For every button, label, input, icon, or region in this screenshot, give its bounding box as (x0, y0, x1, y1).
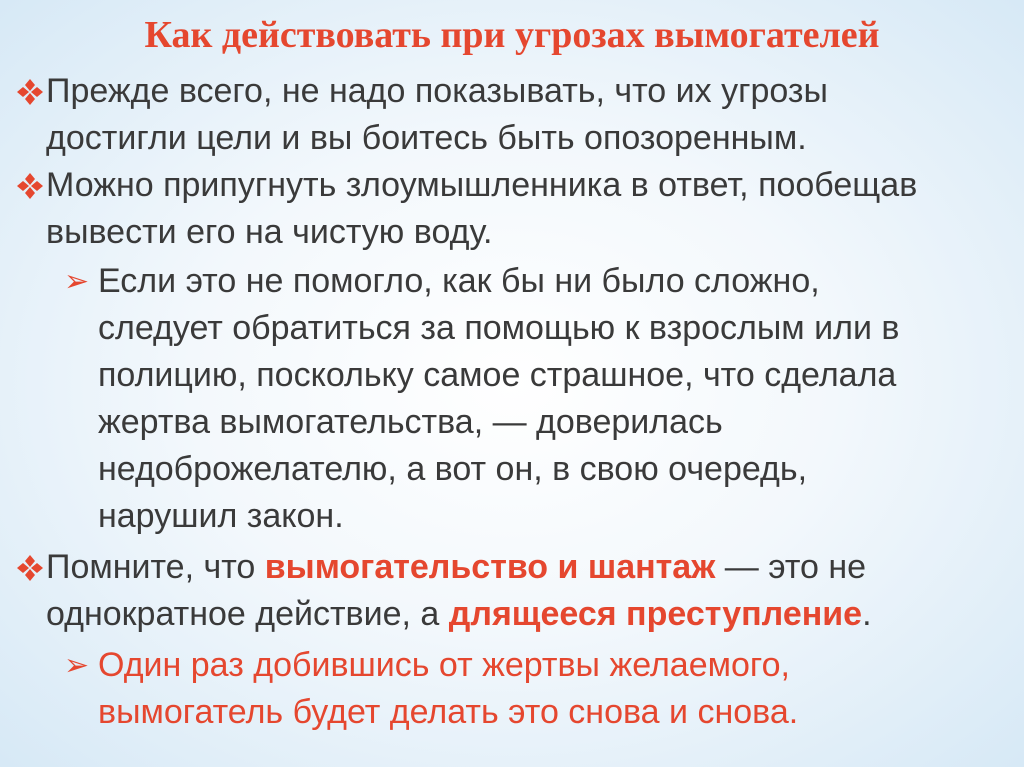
sub-bullet-line: полицию, поскольку самое страшное, что сделала (98, 356, 897, 394)
bullet-text-part: . (862, 595, 872, 633)
slide-title: Как действовать при угрозах вымогателей (144, 14, 880, 56)
bullet-text (16, 544, 1016, 638)
bullet-text (16, 68, 1016, 162)
bullet-line: достигли цели и вы боитесь быть опозоренным. (46, 119, 807, 157)
sub-bullet-line: Если это не помогло, как бы ни было сложно, (98, 262, 820, 300)
bullet-line: Можно припугнуть злоумышленника в ответ, пообещав (46, 166, 918, 204)
emphasis-text: длящееся преступление (448, 595, 863, 633)
emphasis-text: вымогательство и шантаж (264, 548, 716, 586)
sub-bullet-item (64, 258, 994, 540)
diamond-bullet-icon (16, 172, 44, 200)
sub-bullet-line: Один раз добившись от жертвы желаемого, (98, 646, 790, 684)
sub-bullet-line: вымогатель будет делать это снова и снова. (98, 693, 799, 731)
sub-bullet-line: жертва вымогательства, — доверилась (98, 403, 723, 441)
sub-bullet-text (64, 642, 994, 736)
bullet-line: вывести его на чистую воду. (46, 213, 493, 251)
sub-bullet-line: нарушил закон. (98, 497, 344, 535)
diamond-bullet-icon (16, 78, 44, 106)
bullet-line: Прежде всего, не надо показывать, что их угрозы (46, 72, 828, 110)
arrow-bullet-icon: ➢ (64, 649, 90, 682)
bullet-text-part: — это не (715, 548, 867, 586)
diamond-bullet-icon (16, 554, 44, 582)
sub-bullet-line: недоброжелателю, а вот он, в свою очередь, (98, 450, 808, 488)
bullet-line (46, 591, 1016, 638)
bullet-item (16, 68, 1016, 162)
sub-bullet-text (64, 258, 994, 540)
bullet-text (16, 162, 1016, 256)
sub-bullet-item (64, 642, 994, 736)
bullet-item (16, 544, 1016, 638)
bullet-item (16, 162, 1016, 256)
bullet-text-part: Помните, что (46, 548, 265, 586)
arrow-bullet-icon: ➢ (64, 265, 90, 298)
sub-bullet-line: следует обратиться за помощью к взрослым или в (98, 309, 900, 347)
bullet-line (46, 544, 1016, 591)
bullet-text-part: однократное действие, а (46, 595, 449, 633)
